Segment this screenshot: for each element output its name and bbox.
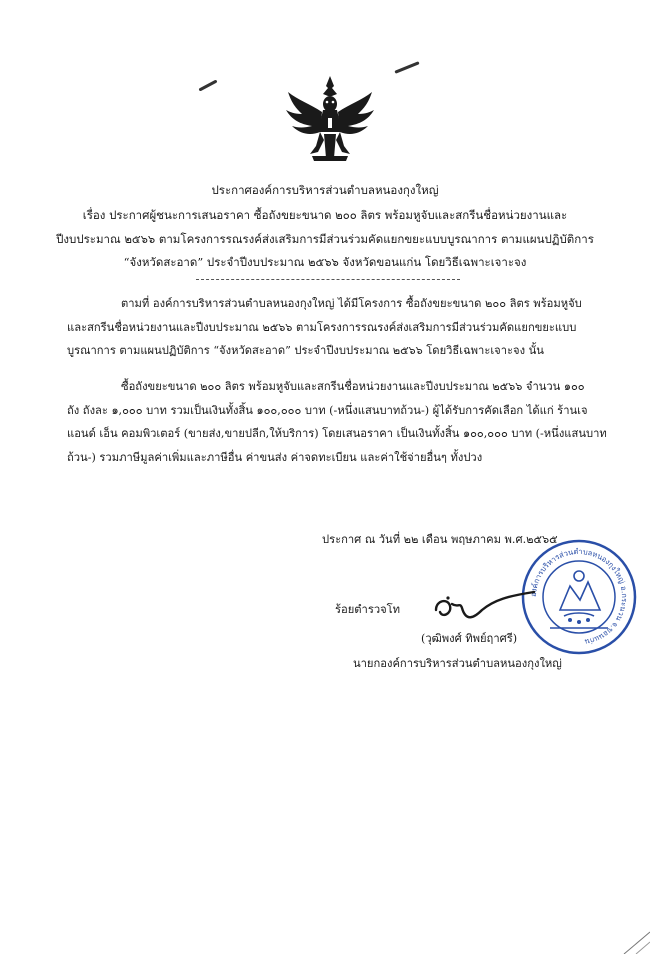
signer-rank: ร้อยตำรวจโท [335,603,401,616]
paragraph-line: แอนด์ เอ็น คอมพิวเตอร์ (ขายส่ง,ขายปลีก,ให้บริการ) โดยเสนอราคา เป็นเงินทั้งสิ้น ๑๐๐,๐๐๐ บาท (-หนึ่งแสนบาท [67,427,607,440]
signer-name: (วุฒิพงศ์ ทิพย์ฤาศรี) [421,632,518,645]
scan-mark [198,79,217,91]
paragraph-line: ตามที่ องค์การบริหารส่วนตำบลหนองกุงใหญ่ ได้มีโครงการ ซื้อถังขยะขนาด ๒๐๐ ลิตร พร้อมหูจับ [121,297,582,310]
document-title: ประกาศองค์การบริหารส่วนตำบลหนองกุงใหญ่ [211,183,439,197]
paragraph-line: ถ้วน-) รวมภาษีมูลค่าเพิ่มและภาษีอื่น ค่าขนส่ง ค่าจดทะเบียน และค่าใช้จ่ายอื่นๆ ทั้งปวง [67,451,483,464]
seal-text: องค์การบริหารส่วนตำบลหนองกุงใหญ่ อ.กระนวน จ.ขอนแก่น [528,546,630,647]
svg-text:องค์การบริหารส่วนตำบลหนองกุงให [529,547,629,647]
announcement-date: ประกาศ ณ วันที่ ๒๒ เดือน พฤษภาคม พ.ศ.๒๕๖๕ [322,533,558,546]
scan-mark [394,61,419,74]
garuda-emblem-icon [282,74,378,162]
subject-line: ปีงบประมาณ ๒๕๖๖ ตามโครงการรณรงค์ส่งเสริมการมีส่วนร่วมคัดแยกขยะแบบบูรณาการ ตามแผนปฏิบัติการ [56,232,594,246]
separator-line [196,279,460,280]
subject-line: “จังหวัดสะอาด” ประจำปีงบประมาณ ๒๕๖๖ จังหวัดขอนแก่น โดยวิธีเฉพาะเจาะจง [123,255,527,269]
paragraph-line: และสกรีนชื่อหน่วยงานและปีงบประมาณ ๒๕๖๖ ตามโครงการรณรงค์ส่งเสริมการมีส่วนร่วมคัดแยกขยะแบบ [67,321,577,334]
subject-line: เรื่อง ประกาศผู้ชนะการเสนอราคา ซื้อถังขยะขนาด ๒๐๐ ลิตร พร้อมหูจับและสกรีนชื่อหน่วยงานและ [82,208,568,222]
paragraph-line: ถัง ถังละ ๑,๐๐๐ บาท รวมเป็นเงินทั้งสิ้น ๑๐๐,๐๐๐ บาท (-หนึ่งแสนบาทถ้วน-) ผู้ได้รับการคัดเลือก ได้แก่ ร้านเจ [67,404,588,417]
scan-edge-mark [610,914,650,954]
paragraph-line: ซื้อถังขยะขนาด ๒๐๐ ลิตร พร้อมหูจับและสกรีนชื่อหน่วยงานและปีงบประมาณ ๒๕๖๖ จำนวน ๑๐๐ [121,380,585,393]
paragraph-line: บูรณาการ ตามแผนปฏิบัติการ “จังหวัดสะอาด” ประจำปีงบประมาณ ๒๕๖๖ โดยวิธีเฉพาะเจาะจง นั้น [67,344,544,357]
signer-position: นายกองค์การบริหารส่วนตำบลหนองกุงใหญ่ [353,657,562,670]
signature-icon [430,588,540,628]
